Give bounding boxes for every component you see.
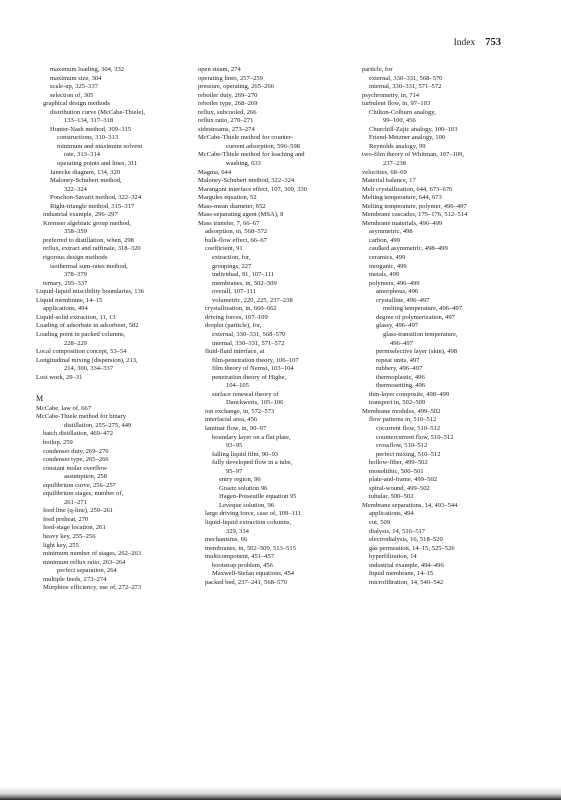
index-entry: melting temperature, 496–497	[383, 305, 463, 313]
index-entry: psychrometry, in, 714	[362, 91, 420, 99]
index-entry: adsorption, in, 568–572	[205, 228, 268, 236]
index-entry: Liquid-solid extraction, 11, 13	[36, 313, 116, 321]
index-entry: external, 330–331, 568–570	[369, 74, 443, 82]
index-entry: multicomponent, 451–457	[205, 553, 275, 561]
index-entry: isothermal sum-rates method,	[50, 262, 128, 270]
index-entry: open steam, 274	[198, 66, 241, 73]
index-entry: flow patterns in, 510–512	[369, 416, 437, 424]
index-entry: countercurrent flow, 510–512	[376, 433, 454, 441]
index-entry: operating lines, 257–259	[198, 74, 263, 82]
scan-bottom-edge	[0, 786, 561, 800]
index-entry: feed preheat, 270	[43, 515, 89, 523]
index-entry: metals, 499	[369, 271, 400, 279]
index-entry: McCabe-Thiele method for binary	[36, 413, 126, 421]
index-entry: microfiltration, 14, 540–542	[369, 578, 444, 586]
index-entry: equilibrium curve, 256–257	[43, 481, 116, 489]
index-entry: Leveque solution, 96	[219, 501, 275, 509]
index-entry: dialysis, 14, 516–517	[369, 527, 426, 535]
index-entry: McCabe-Thiele method for counter-	[198, 134, 293, 142]
index-entry: reflux, extract and raffinate, 318–320	[43, 245, 141, 253]
index-entry: rigorous design methods	[43, 254, 108, 262]
index-entry: driving forces, 107–109	[205, 313, 268, 321]
index-entry: 214, 300, 334–337	[64, 365, 114, 373]
index-entry: 322–324	[64, 185, 87, 193]
index-entry: McCabe, law of, 667	[36, 404, 92, 412]
section-letter: M	[36, 393, 44, 403]
index-entry: Liquid-liquid miscibility boundaries, 136	[36, 288, 145, 296]
index-entry: minimum number of stages, 262–263	[43, 550, 142, 558]
index-entry: ternary, 295–337	[43, 279, 88, 287]
index-entry: bulk-flow effect, 66–67	[205, 236, 267, 244]
index-entry: falling liquid film, 90–93	[212, 450, 279, 458]
index-entry: boilup, 259	[43, 438, 73, 446]
index-entry: Membrane modules, 499–502	[362, 407, 441, 415]
index-entry: film-penetration theory, 106–107	[212, 356, 299, 364]
index-entry: 358–359	[64, 228, 87, 236]
index-entry: interfacial area, 456	[205, 416, 258, 424]
index-entry: pressure, operating, 265–266	[198, 83, 274, 91]
index-entry: cut, 509	[369, 518, 391, 526]
page-number: 753	[485, 37, 501, 48]
index-entry: 237–238	[383, 160, 406, 168]
index-column-1	[36, 66, 201, 593]
index-entry: Magma, 644	[198, 168, 232, 176]
index-entry: glassy, 496–497	[376, 322, 419, 330]
index-entry: surface renewal theory of	[212, 390, 279, 398]
index-entry: Reynolds analogy, 99	[369, 142, 426, 150]
index-entry: mechanisms, 66	[205, 536, 248, 544]
index-entry: entry region, 96	[219, 476, 261, 484]
index-entry: multiple feeds, 273–274	[43, 575, 107, 583]
index-entry: reboiler duty, 269–270	[198, 91, 258, 99]
index-entry: gas permeation, 14–15, 525–526	[369, 544, 455, 552]
index-entry: crystallization, in, 660–662	[205, 305, 277, 313]
index-entry: Hunter-Nash method, 309–315	[50, 125, 132, 133]
index-entry: selection of, 305	[50, 91, 94, 99]
index-entry: boundary layer on a flat plate,	[212, 433, 291, 441]
index-entry: permselective layer (skin), 498	[376, 348, 458, 356]
index-entry: caulked asymmetric, 498–499	[369, 245, 448, 253]
index-entry: light key, 255	[43, 541, 79, 549]
index-entry: McCabe-Thiele method for leaching and	[198, 151, 305, 159]
index-column-2	[198, 66, 363, 587]
index-entry: Melt crystallization, 644, 673–676	[362, 185, 453, 193]
index-entry: penetration theory of Higbe,	[212, 373, 287, 381]
index-entry: equilibrium stages, number of,	[43, 490, 124, 498]
page-header	[454, 37, 501, 48]
index-entry: velocities, 68–69	[362, 168, 407, 176]
index-entry: particle, for	[362, 66, 393, 73]
index-entry: 95–97	[226, 467, 243, 475]
index-entry: maximum loading, 304, 332	[50, 66, 125, 73]
index-entry: thermosetting, 496	[376, 382, 426, 390]
index-entry: overall, 107–111	[212, 288, 256, 296]
index-entry: crystalline, 496–497	[376, 296, 430, 304]
index-entry: constructions, 310–313	[57, 134, 119, 142]
running-head: Index	[453, 38, 476, 48]
index-entry: Longitudinal mixing (dispersion), 213,	[36, 356, 138, 364]
index-entry: individual, 91, 107–111	[212, 271, 275, 279]
index-entry: external, 330–331, 568–570	[212, 330, 286, 338]
index-entry: Chilton-Colburn analogy,	[369, 108, 436, 116]
index-entry: reflux, subcooled, 266	[198, 108, 257, 116]
index-entry: applications, 494	[43, 305, 88, 313]
index-entry: Maloney-Schubert method,	[50, 177, 122, 185]
index-entry: Melting temperature, polymer, 496–497	[362, 202, 467, 210]
index-entry: industrial example, 494–496	[369, 561, 444, 569]
index-entry: Lost work, 29–31	[36, 373, 83, 381]
index-entry: industrial example, 296–297	[43, 211, 118, 219]
index-entry: carbon, 499	[369, 236, 400, 244]
index-entry: ion exchange, in, 572–573	[205, 407, 275, 415]
index-entry: Graetz solution 96	[219, 484, 268, 492]
index-entry: Kremser algebraic group method,	[43, 219, 131, 227]
index-entry: Danckwerts, 105–106	[226, 399, 284, 407]
index-entry: electrodialysis, 16, 518–520	[369, 536, 443, 544]
index-entry: heavy key, 255–256	[43, 532, 96, 540]
index-entry: 93–95	[226, 442, 243, 450]
index-entry: 329, 334	[226, 527, 249, 535]
index-entry: bootstrap problem, 456	[212, 561, 273, 569]
index-entry: washing, 633	[226, 160, 261, 168]
index-entry: internal, 330–331, 571–572	[369, 83, 442, 91]
index-entry: perfect separation, 264	[57, 567, 117, 575]
index-entry: internal, 330–331, 571–572	[212, 339, 285, 347]
index-entry: two-film theory of Whitman, 107–109,	[362, 151, 465, 159]
index-entry: Liquid membrane, 14–15	[36, 296, 103, 304]
index-entry: repeat units, 497	[376, 356, 420, 364]
index-entry: asymmetric, 498	[369, 228, 413, 236]
index-entry: coefficient, 91	[205, 245, 243, 253]
index-entry: polymers, 496–499	[369, 279, 420, 287]
index-entry: Mass-separating agent (MSA), 8	[198, 211, 284, 219]
index-entry: inorganic, 499	[369, 262, 407, 270]
index-entry: assumption, 258	[64, 473, 107, 481]
index-entry: Material balance, 17	[362, 177, 416, 185]
index-entry: spiral-wound, 499–502	[369, 484, 430, 492]
index-entry: Melting temperature, 644, 673	[362, 194, 442, 202]
index-entry: Mass transfer, 7, 66–67	[198, 219, 260, 227]
index-entry: Marangoni interface effect, 107, 309, 330	[198, 185, 307, 193]
index-entry: condenser type, 265–266	[43, 456, 109, 464]
index-entry: Maxwell-Stefan equations, 454	[212, 570, 294, 578]
index-entry: Mass-mean diameter, 652	[198, 202, 266, 210]
index-entry: feed line (q-line), 259–261	[43, 507, 114, 515]
index-entry: 99–100, 456	[383, 117, 416, 125]
index-entry: maximum size, 304	[50, 74, 102, 82]
index-entry: distillation, 255–275, 449	[64, 421, 132, 429]
index-entry: cocurrent flow, 510–512	[376, 424, 441, 432]
index-entry: 104–105	[226, 382, 249, 390]
index-entry: distribution curve (McCabe-Thiele),	[50, 108, 146, 116]
index-entry: Loading point in packed columns,	[36, 330, 126, 338]
index-entry: tubular, 500–502	[369, 493, 414, 501]
index-entry: current adsorption, 596–598	[226, 142, 301, 150]
index-entry: applications, 494	[369, 510, 414, 518]
index-entry: 496–497	[390, 339, 413, 347]
index-entry: packed bed, 237–241, 568–570	[205, 578, 288, 586]
index-entry: monolithic, 500–501	[369, 467, 424, 475]
index-entry: membranes, in, 502–509, 513–515	[205, 544, 296, 552]
index-entry: rubbery, 496–497	[376, 365, 423, 373]
index-entry: Murphree efficiency, use of, 272–273	[43, 584, 142, 592]
index-entry: sidestreams, 273–274	[198, 125, 255, 133]
index-entry: Churchill-Zajic analogy, 100–103	[369, 125, 458, 133]
index-entry: large driving force, case of, 109–111	[205, 510, 301, 518]
index-entry: ceramics, 499	[369, 254, 406, 262]
index-entry: Hagen-Poiseuille equation 95	[219, 493, 297, 501]
index-entry: operating points and lines, 311	[57, 160, 138, 168]
index-entry: fully developed flow in a tube,	[212, 459, 293, 467]
index-entry: plate-and-frame, 499–502	[369, 476, 437, 484]
index-entry: thin-layer composite, 498–499	[369, 390, 450, 398]
index-entry: liquid membrane, 14–15	[369, 570, 434, 578]
index-entry: Margules equation, 52	[198, 194, 257, 202]
index-entry: Membrane separations, 14, 493–544	[362, 501, 458, 509]
index-entry: turbulent flow, in, 97–103	[362, 100, 431, 108]
index-entry: Right-triangle method, 315–317	[50, 202, 135, 210]
index-entry: membranes, in, 502–509	[212, 279, 277, 287]
index-entry: constant molar overflow	[43, 464, 107, 472]
index-entry: minimum reflux ratio, 263–264	[43, 558, 126, 566]
index-entry: feed-stage location, 261	[43, 524, 106, 532]
index-entry: scale-up, 325–337	[50, 83, 98, 91]
index-entry: Local composition concept, 53–54	[36, 348, 127, 356]
index-entry: fluid-fluid interface, at	[205, 348, 265, 356]
index-column-3	[362, 66, 527, 587]
index-entry: Ponchon-Savarit method, 322–324	[50, 194, 142, 202]
spacer	[36, 382, 201, 391]
index-entry: volumetric, 220, 225, 237–238	[212, 296, 293, 304]
index-entry: Janecke diagram, 134, 320	[50, 168, 120, 176]
index-entry: Loading of adsorbate in adsorbent, 582	[36, 322, 139, 330]
index-entry: 228–229	[64, 339, 87, 347]
index-entry: 261–271	[64, 498, 87, 506]
index-entry: film theory of Nernst, 103–104	[212, 365, 294, 373]
index-entry: Membrane materials, 496–499	[362, 219, 443, 227]
index-entry: crossflow, 510–512	[376, 442, 428, 450]
index-entry: Maloney-Schubert method, 322–324	[198, 177, 295, 185]
index-entry: amorphous, 496	[376, 288, 419, 296]
index-entry: reflux ratio, 270–271	[198, 117, 254, 125]
index-entry: graphical design methods	[43, 100, 110, 108]
index-entry: hyperfiltration, 14	[369, 553, 417, 561]
index-entry: glass-transition temperature,	[383, 330, 458, 338]
index-entry: batch distillation, 469–472	[43, 430, 114, 438]
index-entry: 378–379	[64, 271, 87, 279]
index-entry: droplet (particle), for,	[205, 322, 262, 330]
index-entry: transport in, 502–509	[369, 399, 426, 407]
index-entry: thermoplastic, 496	[376, 373, 425, 381]
index-entry: 133–134, 317–318	[64, 117, 114, 125]
index-entry: laminar flow, in, 90–97	[205, 424, 267, 432]
index-entry: minimum and maximum solvent	[57, 142, 143, 150]
index-entry: liquid-liquid extraction columns,	[205, 518, 292, 526]
index-entry: hollow-fiber, 499–502	[369, 459, 428, 467]
index-entry: Friend-Metzner analogy, 100	[369, 134, 446, 142]
index-entry: perfect mixing, 510–512	[376, 450, 441, 458]
index-entry: groupings, 227	[212, 262, 252, 270]
index-entry: condenser duty, 269–270	[43, 447, 109, 455]
index-entry: Membrane cascades, 175–176, 512–514	[362, 211, 468, 219]
index-entry: reboiler type, 268–269	[198, 100, 258, 108]
index-entry: extraction, for,	[212, 254, 251, 262]
index-entry: degree of polymerization, 497	[376, 313, 455, 321]
index-entry: preferred to distillation, when, 298	[43, 236, 134, 244]
index-entry: rate, 313–314	[64, 151, 100, 159]
